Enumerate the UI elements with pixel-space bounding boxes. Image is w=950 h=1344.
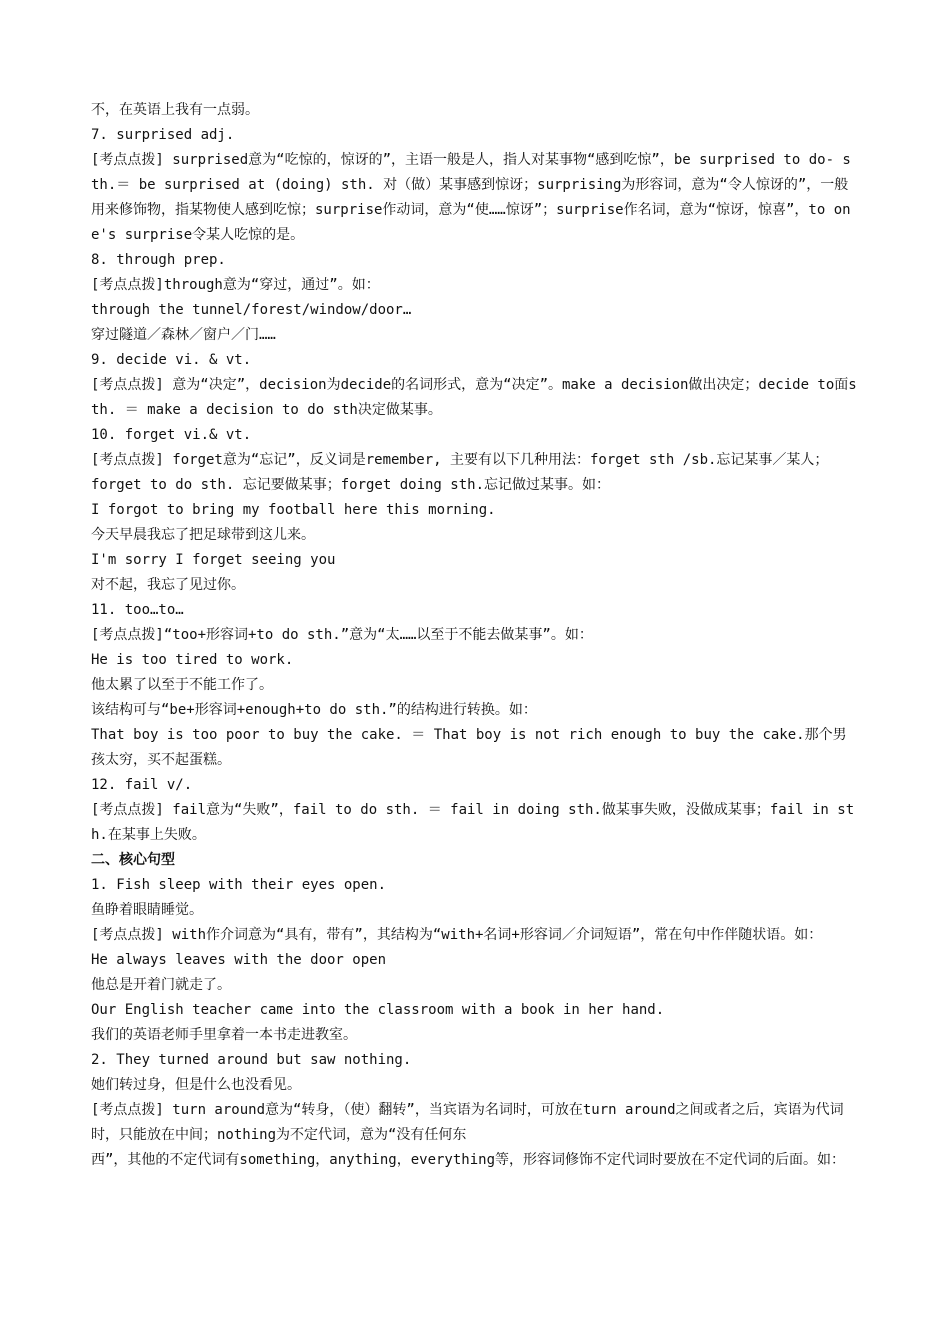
text-line: 8. through prep.: [91, 252, 226, 268]
text-line: 今天早晨我忘了把足球带到这儿来。: [91, 527, 315, 543]
text-line: 西”，其他的不定代词有something，anything，everything等，形容词修饰不定代词时要放在不定代词的后面。如：: [91, 1152, 846, 1168]
text-line: [考点点拨] fail意为“失败”，fail to do sth. ＝ fail in doing sth.做某事失败，没做成某事；fail in sth.在某事上失败。: [91, 802, 855, 843]
text-line: 他总是开着门就走了。: [91, 977, 231, 993]
text-line: 11. too…to…: [91, 602, 184, 618]
text-line: 1. Fish sleep with their eyes open.: [91, 877, 387, 893]
text-line: [考点点拨] with作介词意为“具有，带有”，其结构为“with+名词+形容词／介词短语”，常在句中作伴随状语。如：: [91, 927, 823, 943]
text-line: 2. They turned around but saw nothing.: [91, 1052, 412, 1068]
text-line: 鱼睁着眼睛睡觉。: [91, 902, 203, 918]
text-line: [考点点拨] forget意为“忘记”，反义词是remember, 主要有以下几种用法：forget sth /sb.忘记某事／某人；: [91, 452, 829, 468]
text-line: 穿过隧道／森林／窗户／门……: [91, 327, 276, 343]
document-page: [91, 98, 859, 1173]
section-heading: 二、核心句型: [91, 852, 175, 868]
text-line: 10. forget vi.& vt.: [91, 427, 252, 443]
text-line: [考点点拨]“too+形容词+to do sth.”意为“太……以至于不能去做某事”。如：: [91, 627, 593, 643]
text-line: 他太累了以至于不能工作了。: [91, 677, 273, 693]
text-line: He always leaves with the door open: [91, 952, 387, 968]
text-line: That boy is too poor to buy the cake. ＝ That boy is not rich enough to buy the cake.那个男孩太穷，买不起蛋糕。: [91, 727, 847, 768]
text-line: 不，在英语上我有一点弱。: [91, 102, 259, 118]
text-line: through the tunnel/forest/window/door…: [91, 302, 412, 318]
text-line: I forgot to bring my football here this morning.: [91, 502, 496, 518]
text-line: 对不起，我忘了见过你。: [91, 577, 245, 593]
text-line: 该结构可与“be+形容词+enough+to do sth.”的结构进行转换。如：: [91, 702, 537, 718]
text-line: [考点点拨]through意为“穿过，通过”。如：: [91, 277, 380, 293]
text-line: He is too tired to work.: [91, 652, 294, 668]
text-line: I'm sorry I forget seeing you: [91, 552, 336, 568]
text-line: [考点点拨] turn around意为“转身，（使）翻转”，当宾语为名词时，可放在turn around之间或者之后，宾语为代词时，只能放在中间；nothing为不定代词，意为“没有任何东: [91, 1102, 844, 1143]
text-line: 我们的英语老师手里拿着一本书走进教室。: [91, 1027, 357, 1043]
text-line: 她们转过身，但是什么也没看见。: [91, 1077, 301, 1093]
text-line: 9. decide vi. & vt.: [91, 352, 252, 368]
text-line: Our English teacher came into the classroom with a book in her hand.: [91, 1002, 665, 1018]
text-line: 12. fail v/.: [91, 777, 193, 793]
text-line: forget to do sth. 忘记要做某事；forget doing sth.忘记做过某事。如：: [91, 477, 611, 493]
text-line: 7. surprised adj.: [91, 127, 235, 143]
text-line: [考点点拨] surprised意为“吃惊的，惊讶的”，主语一般是人，指人对某事物“感到吃惊”，be surprised to do- sth.＝ be surprised at (doing) sth. 对（做）某事感到惊讶；surprising为形容词，意为“令人惊讶的”，一般用来修饰物，指某物使人感到吃惊；surprise作动词，意为“使……惊讶”；surprise作名词，意为“惊讶，惊喜”，to one's surprise令某人吃惊的是。: [91, 152, 851, 243]
text-line: [考点点拨] 意为“决定”，decision为decide的名词形式，意为“决定”。make a decision做出决定；decide to面sth. ＝ make a decision to do sth决定做某事。: [91, 377, 857, 418]
